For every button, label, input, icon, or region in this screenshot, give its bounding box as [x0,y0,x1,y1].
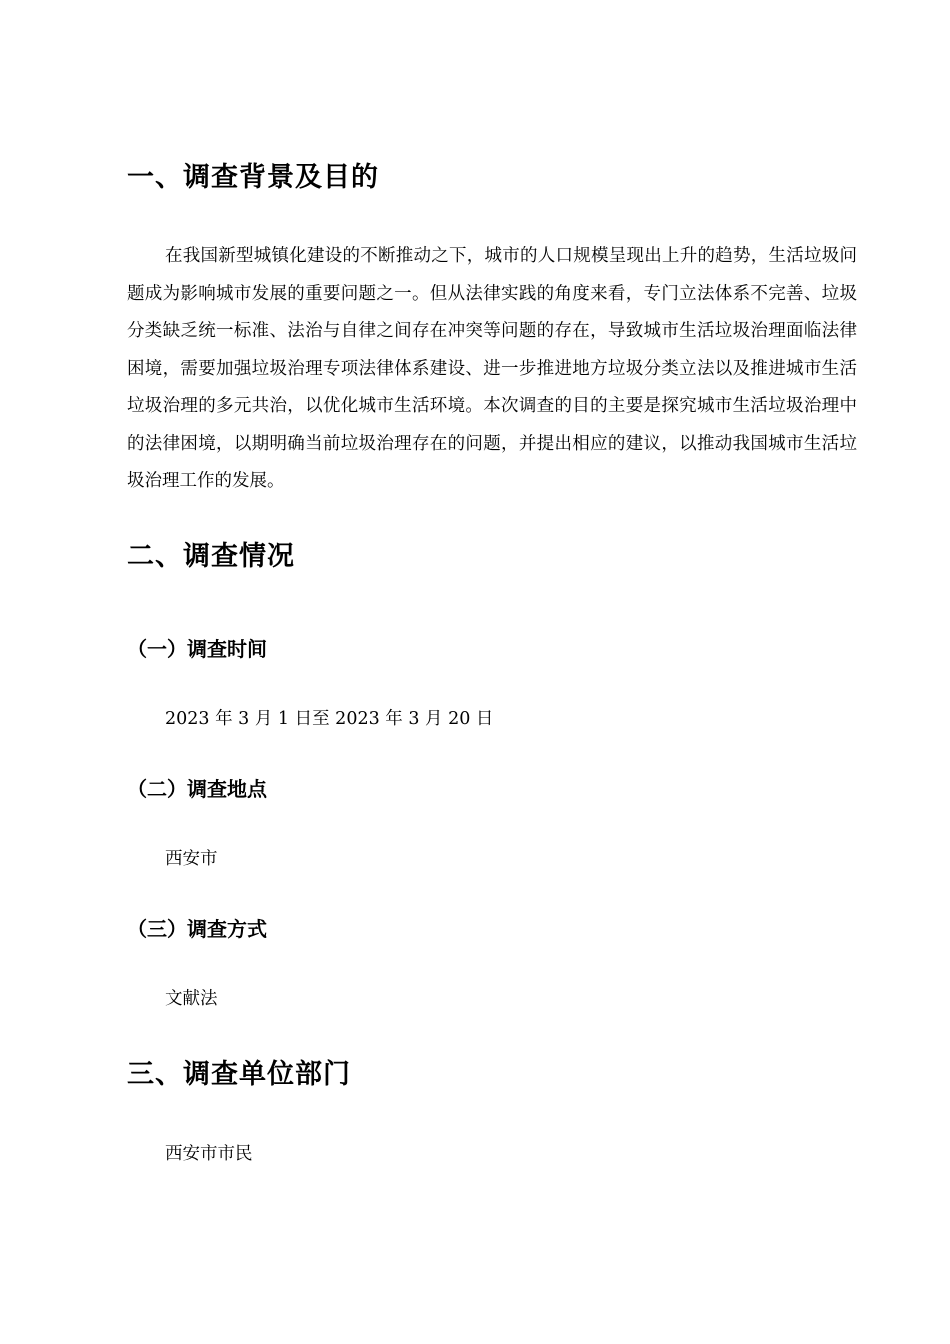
subheading-survey-method: （三）调查方式 [127,917,267,941]
background-paragraph: 在我国新型城镇化建设的不断推动之下，城市的人口规模呈现出上升的趋势，生活垃圾问题成为影响城市发展的重要问题之一。但从法律实践的角度来看，专门立法体系不完善、垃圾分类缺乏统一标准、法治与自律之间存在冲突等问题的存在，导致城市生活垃圾治理面临法律困境，需要加强垃圾治理专项法律体系建设、进一步推进地方垃圾分类立法以及推进城市生活垃圾治理的多元共治，以优化城市生活环境。本次调查的目的主要是探究城市生活垃圾治理中的法律困境，以期明确当前垃圾治理存在的问题，并提出相应的建议，以推动我国城市生活垃圾治理工作的发展。 [127,246,857,491]
section-heading-background-purpose: 一、调查背景及目的 [127,162,379,193]
survey-time-value: 2023 年 3 月 1 日至 2023 年 3 月 20 日 [165,709,494,729]
section-heading-survey-unit: 三、调查单位部门 [127,1059,351,1090]
section-heading-survey-status: 二、调查情况 [127,541,295,572]
survey-method-value: 文献法 [165,989,218,1009]
subheading-survey-place: （二）调查地点 [127,777,267,801]
survey-place-value: 西安市 [165,849,218,869]
subheading-survey-time: （一）调查时间 [127,637,267,661]
survey-unit-value: 西安市市民 [165,1144,253,1164]
